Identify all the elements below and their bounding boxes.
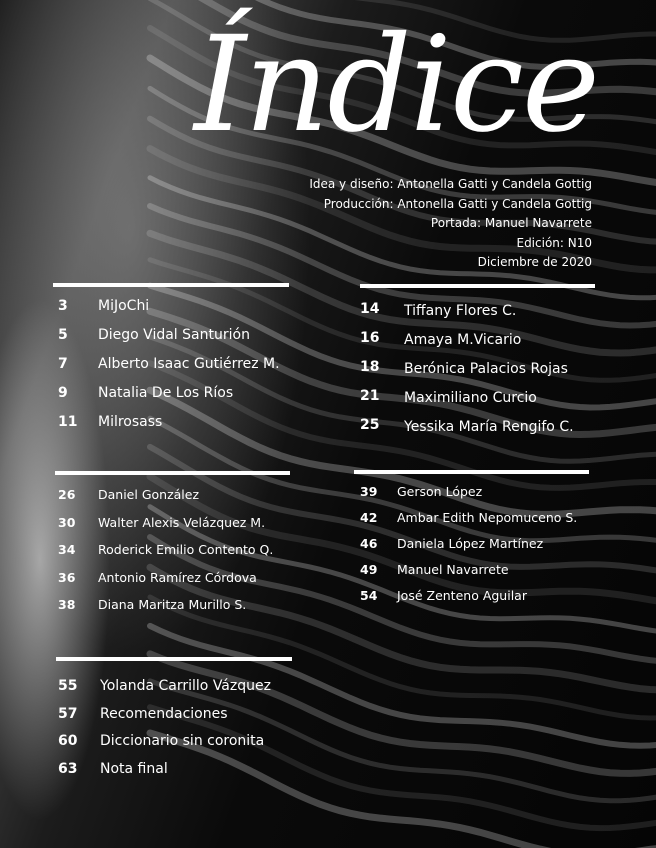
toc-entry-name: MiJoChi xyxy=(98,298,150,314)
toc-page-number: 7 xyxy=(58,356,68,372)
toc-page-number: 60 xyxy=(58,733,78,749)
toc-page-number: 30 xyxy=(58,514,76,530)
toc-page-number: 39 xyxy=(360,484,378,499)
toc-entry-name: Gerson López xyxy=(397,484,483,499)
toc-entry-name: Yessika María Rengifo C. xyxy=(404,419,574,435)
toc-entry-name: Maximiliano Curcio xyxy=(404,390,537,406)
toc-entry-name: Daniel González xyxy=(98,487,200,502)
toc-page-number: 11 xyxy=(58,414,78,430)
toc-entry-name: José Zenteno Aguilar xyxy=(397,588,527,603)
toc-entry-name: Tiffany Flores C. xyxy=(404,303,517,319)
toc-entry-name: Recomendaciones xyxy=(100,705,228,722)
toc-page-number: 38 xyxy=(58,597,76,612)
credit-line-cover: Portada: Manuel Navarrete xyxy=(430,216,592,230)
page-title: Índice xyxy=(194,8,598,162)
section-divider xyxy=(53,283,289,287)
toc-entry-name: Alberto Isaac Gutiérrez M. xyxy=(98,356,280,372)
toc-page-number: 36 xyxy=(58,569,76,585)
toc-entry-name: Diego Vidal Santurión xyxy=(98,327,250,343)
toc-entry-name: Yolanda Carrillo Vázquez xyxy=(100,678,271,694)
toc-page-number: 9 xyxy=(58,385,68,401)
credit-line-edition: Edición: N10 xyxy=(516,235,592,250)
toc-entry-name: Milrosass xyxy=(98,414,163,430)
toc-page-number: 57 xyxy=(58,705,78,722)
toc-entry-name: Roderick Emilio Contento Q. xyxy=(98,542,274,557)
section-divider xyxy=(360,284,595,288)
section-divider xyxy=(55,471,290,475)
toc-entry-name: Diana Maritza Murillo S. xyxy=(98,597,247,612)
toc-entry-name: Diccionario sin coronita xyxy=(100,733,265,749)
toc-page-number: 63 xyxy=(58,760,78,777)
toc-page-number: 5 xyxy=(58,327,68,343)
toc-entry-name: Amaya M.Vicario xyxy=(404,332,522,348)
toc-page-number: 54 xyxy=(360,588,378,603)
toc-page-number: 14 xyxy=(360,301,380,317)
background-wave-stripe xyxy=(150,733,656,848)
toc-entry-name: Natalia De Los Ríos xyxy=(98,385,234,401)
toc-page-number: 26 xyxy=(58,487,76,502)
toc-entry-name: Manuel Navarrete xyxy=(397,562,509,577)
credit-line-production: Producción: Antonella Gatti y Candela Gottig xyxy=(323,196,592,211)
toc-page-number: 46 xyxy=(360,536,378,551)
toc-page-number: 25 xyxy=(360,417,380,433)
toc-page-number: 18 xyxy=(360,359,380,375)
toc-entry-name: Nota final xyxy=(100,760,168,777)
toc-page-number: 3 xyxy=(58,298,68,314)
credits-block xyxy=(309,175,592,273)
section-divider xyxy=(56,657,292,661)
toc-entry-name: Daniela López Martínez xyxy=(397,536,544,551)
toc-entry-name: Antonio Ramírez Córdova xyxy=(98,569,257,585)
credit-line-idea: Idea y diseño: Antonella Gatti y Candela Gottig xyxy=(309,177,592,191)
section-divider xyxy=(354,470,589,474)
toc-page-number: 42 xyxy=(360,510,378,525)
toc-entry-name: Walter Alexis Velázquez M. xyxy=(98,514,266,530)
credit-line-date: Diciembre de 2020 xyxy=(477,255,592,269)
toc-entry-name: Berónica Palacios Rojas xyxy=(404,361,568,377)
toc-page-number: 16 xyxy=(360,330,380,346)
toc-page-number: 49 xyxy=(360,562,378,577)
toc-page-number: 34 xyxy=(58,542,76,557)
toc-page-number: 55 xyxy=(58,678,78,694)
toc-entry-name: Ambar Edith Nepomuceno S. xyxy=(397,510,578,525)
toc-page-number: 21 xyxy=(360,388,380,404)
